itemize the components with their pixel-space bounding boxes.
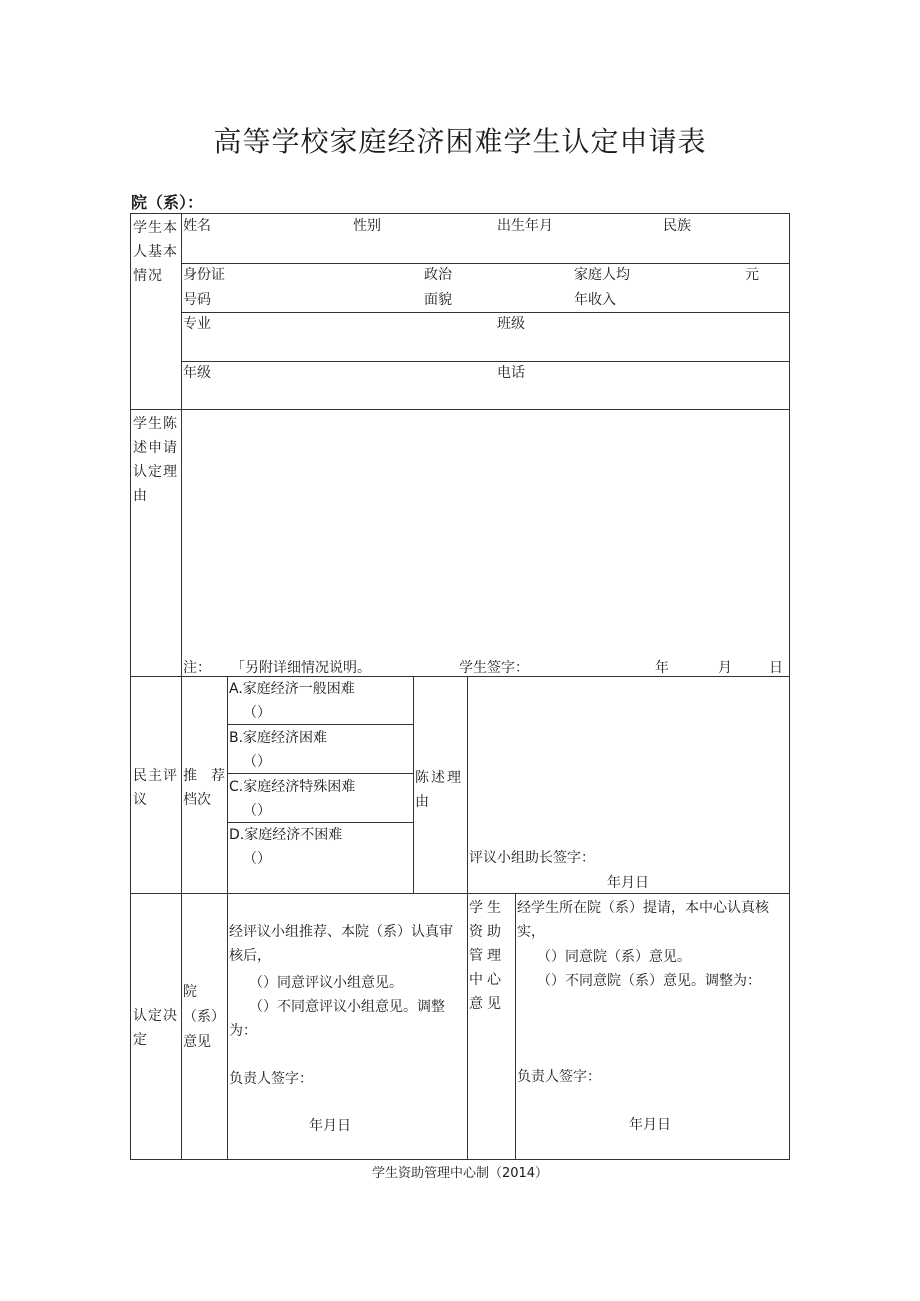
major-label: 专业 [183,316,211,332]
recommend-level-label: 推 荐档次 [183,768,225,808]
birth-label: 出生年月 [497,218,553,234]
center-disagree-option[interactable]: （）不同意院（系）意见。调整为： [537,973,761,989]
class-label: 班级 [497,316,525,332]
label-column-line [181,214,182,1159]
option-a-label: A.家庭经济一般困难 [229,681,355,697]
row-divider-id [182,312,789,313]
college-sign-label: 负责人签字： [229,1071,313,1087]
statement-year: 年 [655,660,669,676]
option-c-checkbox[interactable]: （） [243,803,271,819]
review-options-left-line [227,676,228,1159]
center-label-right-line [515,893,516,1159]
phone-label: 电话 [497,365,525,381]
id-number-label-line2: 号码 [183,292,211,308]
income-label-line1: 家庭人均 [574,267,630,283]
center-opinion-label: 学生资助管理中心意见 [469,900,505,1012]
option-b-label: B.家庭经济困难 [229,730,328,746]
political-label-line1: 政治 [424,267,452,283]
row-divider-name [182,263,789,264]
center-agree-option[interactable]: （）同意院（系）意见。 [537,949,691,965]
footer-credit: 学生资助管理中心制（2014） [371,1166,549,1181]
grade-label: 年级 [183,365,211,381]
form-title: 高等学校家庭经济困难学生认定申请表 [213,125,707,158]
name-label: 姓名 [183,218,211,234]
row-divider-review [131,893,789,894]
option-d-label: D.家庭经济不困难 [229,827,343,843]
note-text: 「另附详细情况说明。 [231,660,371,676]
statement-day: 日 [769,660,783,676]
income-unit-label: 元 [745,267,759,283]
application-form-table [130,213,790,1160]
college-opinion-text: 经评议小组推荐、本院（系）认真审核后， [229,924,453,964]
income-label-line2: 年收入 [574,292,616,308]
option-c-label: C.家庭经济特殊困难 [229,779,356,795]
leader-sign-label: 评议小组助长签字： [469,850,595,866]
note-label: 注： [183,660,211,676]
student-sign-label: 学生签字： [459,660,529,676]
college-opinion-label: 院（系）意见 [183,984,218,1050]
row-divider-major [182,361,789,362]
center-sign-label: 负责人签字： [517,1069,601,1085]
department-label: 院（系）： [131,193,204,212]
college-date: 年月日 [309,1118,351,1134]
ethnicity-label: 民族 [663,218,691,234]
option-b-checkbox[interactable]: （） [243,754,271,770]
political-label-line2: 面貌 [424,292,452,308]
review-section-label: 民主评议 [133,768,178,808]
statement-section-label: 学生陈述申请认定理由 [133,416,178,504]
reason-label: 陈述理由 [415,770,463,810]
basic-info-section-label: 学生本人基本情况 [133,220,178,284]
gender-label: 性别 [353,218,381,234]
center-date: 年月日 [629,1117,671,1133]
review-reason-right-line [467,676,468,1159]
review-options-right-line [413,676,414,893]
college-agree-option[interactable]: （）同意评议小组意见。 [249,975,403,991]
review-date: 年月日 [607,875,649,891]
id-number-label-line1: 身份证 [183,267,225,283]
statement-month: 月 [718,660,732,676]
option-d-checkbox[interactable]: （） [243,851,271,867]
center-opinion-text: 经学生所在院（系）提请，本中心认真核实， [517,900,769,940]
row-divider-basic [131,409,789,410]
college-disagree-option[interactable]: （）不同意评议小组意见。调整为： [229,999,445,1039]
option-a-checkbox[interactable]: （） [243,705,271,721]
decision-section-label: 认定决定 [133,1008,178,1048]
